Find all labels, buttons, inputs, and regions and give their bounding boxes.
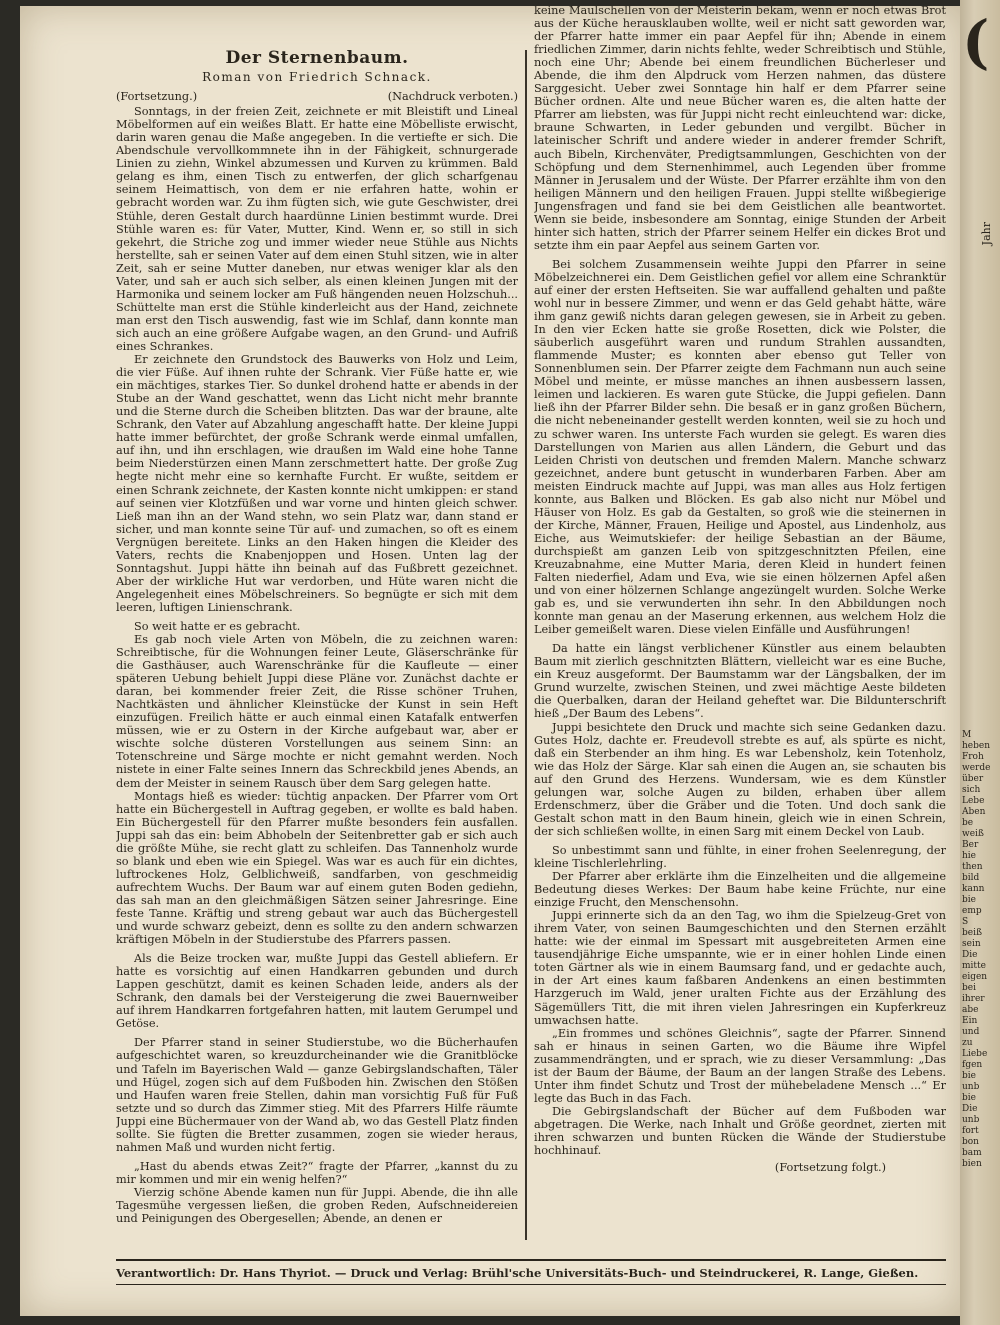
article-subtitle: Roman von Friedrich Schnack.: [202, 70, 432, 85]
edge-fragment-line: sich: [962, 785, 981, 795]
edge-fragment-line: abe: [962, 1005, 979, 1015]
edge-fragment-line: S: [962, 917, 969, 927]
edge-fragment-line: heben: [962, 741, 991, 751]
imprint-line: Verantwortlich: Dr. Hans Thyriot. — Druck und Verlag: Brühl'sche Universitäts-Buch- und Steindruckerei, R. Lange, Gießen.: [116, 1266, 919, 1280]
paragraph: Montags hieß es wieder: tüchtig anpacken. Der Pfarrer vom Ort hatte ein Büchergestell in Auftrag gegeben, er wollte es bald haben. Ein Büchergestell für den Pfarrer mußte besonders fein ausfallen. Juppi sah das ein: beim Abhobeln der Seitenbretter gab er sich auch die größte Mühe, sie recht glatt zu schleifen. Das Tannenholz wurde so blank und eben wie ein Spiegel. Was war es auch für ein dichtes, luftrockenes Holz, Gelblichweiß, sandfarben, von geschmeidig aufrechtem Wuchs. Der Baum war auf einem guten Boden gediehn, das sah man an den gleichmäßigen Sätzen seiner Jahresringe. Eine feste Tanne. Kräftig und streng gebaut war auch das Büchergestell und wurde schwarz gebeizt, denn es sollte zu den andern schwarzen kräftigen Möbeln in der Studierstube des Pfarrers passen.: [116, 789, 518, 947]
edge-fragment-line: be: [962, 818, 974, 828]
paragraph: Er zeichnete den Grundstock des Bauwerks von Holz und Leim, die vier Füße. Auf ihnen ruhte der Schrank. Vier Füße hatte er, wie ein mächtiges, starkes Tier. So dunkel drohend hatte er abends in der Stube an der Wand geschattet, wenn das Licht nicht mehr brannte und die Sterne durch die Scheiben blitzten. Das war der braune, alte Schrank, den Vater auf Abzahlung angeschafft hatte. Der kleine Juppi hatte immer befürchtet, der große Schrank werde einmal umfallen, auf ihn, und ihn erschlagen, wie draußen im Wald eine hohe Tanne beim Niederstürzen einen Mann zerschmettert hatte. Der große Zug hegte nicht mehr eine so kernhafte Furcht. Er wußte, seitdem er einen Schrank zeichnete, der Kasten konnte nicht umkippen: er stand auf seinen vier Klotzfüßen und war vorne und hinten gleich schwer. Ließ man ihn an der Wand stehn, wo sein Platz war, dann stand er sicher, und man konnte seine Tür auf- und zumachen, so oft es einem Vergnügen bereitete. Links an den Haken hingen die Kleider des Vaters, rechts die Knabenjoppen und Hosen. Unten lag der Sonntagshut. Juppi hätte ihn beinah auf das Fußbrett gezeichnet. Aber der wirkliche Hut war verdorben, und Hüte waren nicht die Angelegenheit eines Möbelschreiners. So begnügte er sich mit dem leeren, luftigen Linienschrank.: [116, 353, 518, 614]
edge-fragment-line: unb: [962, 1115, 980, 1125]
paragraph: Es gab noch viele Arten von Möbeln, die zu zeichnen waren: Schreibtische, für die Wohnungen feiner Leute, Gläserschränke für die Gasthäuser, auch Warenschränke für die Kaufleute — einer späteren Uebung behielt Juppi diese Pläne vor. Zunächst dachte er daran, bei kommender freier Zeit, die Risse schöner Truhen, Nachtkästen und ähnlicher Kleinstücke der Kunst in sein Heft einzufügen. Freilich hätte er auch einmal einen Katafalk entwerfen müssen, wie er zu Ostern in der Kirche aufgebaut war, aber er wischte solche düsteren Vorstellungen aus seinem Sinn: an Totenschreine und Särge mochte er nicht gemahnt werden. Noch nistete in einer Falte seines Innern das Schreckbild jenes Abends, an dem der Meister in seinem Rausch über dem Sarg gelegen hatte.: [116, 633, 518, 790]
edge-fragment-line: fgen: [962, 1060, 983, 1070]
edge-fragment-line: emp: [962, 906, 982, 916]
edge-fragment-line: M: [962, 730, 972, 740]
adjacent-page-masthead-letter: (: [962, 8, 990, 76]
edge-fragment-line: Liebe: [962, 1049, 988, 1059]
paragraph: Vierzig schöne Abende kamen nun für Juppi. Abende, die ihn alle Tagesmühe vergessen ließen, die groben Reden, Aufschneidereien und Peinigungen des Obergesellen; Abende, an denen er: [116, 1185, 518, 1226]
edge-fragment-line: bam: [962, 1148, 982, 1158]
paragraph: So weit hatte er es gebracht.: [134, 619, 301, 633]
edge-fragment-line: über: [962, 774, 984, 784]
edge-fragment-line: weiß: [962, 829, 984, 839]
paragraph: „Hast du abends etwas Zeit?“ fragte der Pfarrer, „kannst du zu mir kommen und mir ein wenig helfen?“: [116, 1159, 518, 1186]
edge-fragment-line: bien: [962, 1159, 982, 1169]
paragraph: Bei solchem Zusammensein weihte Juppi den Pfarrer in seine Möbelzeichnerei ein. Dem Geistlichen gefiel vor allem eine Schranktür auf einer der ersten Heftseiten. Sie war auffallend gehalten und paßte wohl nur in bessere Zimmer, und wenn er das Geld gehabt hätte, wäre ihm ganz gewiß nichts daran gelegen gewesen, sie in Arbeit zu geben. In den vier Ecken hatte sie große Rosetten, dick wie Polster, die säuberlich ausgeführt waren und rundum Strahlen aussandten, flammende Muster; es konnten aber ebenso gut Teller von Sonnenblumen sein. Der Pfarrer zeigte dem Fachmann nun auch seine Möbel und meinte, er müsse manches an ihnen ausbessern lassen, leimen und lackieren. Es waren gute Stücke, die Juppi gefielen. Dann ließ ihn der Pfarrer Bilder sehn. Die besaß er in ganz großen Büchern, die nicht nebeneinander gestellt werden konnten, weil sie zu hoch und zu schwer waren. Ins unterste Fach wurden sie gelegt. Es waren dies Darstellungen von Marien aus allen Ländern, die Geburt und das Leiden Christi von deutschen und fremden Malern. Manche schwarz gezeichnet, andere bunt getuscht in wunderbaren Farben. Aber am meisten Eindruck machte auf Juppi, was man alles aus Holz fertigen konnte, aus Balken und Blöcken. Es gab also nicht nur Möbel und Häuser von Holz. Es gab da Gestalten, so groß wie die steinernen in der Kirche, Männer, Frauen, Heilige und Apostel, aus Lindenholz, aus Eiche, aus Weimutskiefer: der heilige Sebastian an der Bäume, durchspießt am ganzen Leib von spitzgeschnitzten Pfeilen, eine Kreuzabnahme, eine Mutter Maria, deren Kleid in hundert feinen Falten niederfiel, Adam und Eva, wie sie einen hölzernen Apfel aßen und von einer hölzernen Schlange angezüngelt wurden. Solche Werke gab es, und sie verwunderten ihn sehr. In den Abbildungen noch konnte man genau an der Maserung erkennen, aus welchem Holz die Leiber gemeißelt waren. Diese vielen Einfälle und Ausführungen!: [534, 257, 946, 637]
edge-fragment-line: bild: [962, 873, 980, 883]
edge-fragment-line: Die: [962, 950, 978, 960]
continued-label: (Fortsetzung.): [116, 90, 198, 104]
left-column: [116, 44, 518, 1234]
edge-fragment-line: bie: [962, 1093, 976, 1103]
edge-fragment-line: then: [962, 862, 983, 872]
paragraph: Der Pfarrer stand in seiner Studierstube, wo die Bücherhaufen aufgeschichtet waren, so kreuzdurcheinander wie die Granitblöcke und Tafeln im Bayerischen Wald — ganze Gebirgslandschaften, Täler und Hügel, zogen sich auf dem Fußboden hin. Zwischen den Stößen und Haufen waren freie Stellen, dahin man vorsichtig Fuß für Fuß setzte und so durch das Zimmer stieg. Mit des Pfarrers Hilfe räumte Juppi eine Büchermauer von der Wand ab, wo das Gestell Platz finden sollte. Sie fügten die Bretter zusammen, zogen sie wieder heraus, nahmen Maß und wurden nicht fertig.: [116, 1036, 518, 1154]
edge-fragment-line: bie: [962, 895, 976, 905]
footer-rule: [116, 1259, 946, 1261]
edge-fragment-line: bei: [962, 983, 976, 993]
paragraph: „Ein frommes und schönes Gleichnis“, sagte der Pfarrer. Sinnend sah er hinaus in seinen Garten, wo die Bäume ihre Wipfel zusammendrängten, und er sprach, wie zu dieser Versammlung: „Das ist der Baum der Bäume, der Baum an der langen Straße des Lebens. Unter ihm findet Schutz und Trost der mühebeladene Mensch ...“ Er legte das Buch in das Fach.: [534, 1026, 946, 1105]
edge-fragment-line: sein: [962, 939, 981, 949]
to-be-continued: (Fortsetzung folgt.): [774, 1161, 886, 1175]
footer-rule: [116, 1284, 946, 1285]
article-title: Der Sternenbaum.: [225, 48, 409, 68]
paragraph: Die Gebirgslandschaft der Bücher auf dem Fußboden war abgetragen. Die Werke, nach Inhalt und Größe geordnet, zierten mit ihren schwarzen und bunten Rücken die Wände der Studierstube hochhinauf.: [534, 1104, 946, 1158]
reprint-notice: (Nachdruck verboten.): [387, 90, 518, 104]
edge-fragment-line: Ber: [962, 840, 979, 850]
newspaper-page: [20, 6, 960, 1316]
paragraph: So unbestimmt sann und fühlte, in einer frohen Seelenregung, der kleine Tischlerlehrling.: [534, 843, 946, 870]
edge-fragment-line: Die: [962, 1104, 978, 1114]
edge-fragment-line: Ein: [962, 1016, 978, 1026]
edge-fragment-line: zu: [962, 1038, 973, 1048]
edge-fragment-line: beiß: [962, 928, 982, 938]
paragraph: Sonntags, in der freien Zeit, zeichnete er mit Bleistift und Lineal Möbelformen auf ein weißes Blatt. Er hatte eine Möbelliste erwischt, darin waren genau die Maße angegeben. In die vertiefte er sich. Die Abendschule vervollkommnete ihn in der Fähigkeit, schnurgerade Linien zu ziehn, Winkel abzumessen und Kurven zu krümmen. Bald gelang es ihm, einen Tisch zu entwerfen, der glich scharfgenau seinem Heimattisch, von dem er nie erfahren hatte, wohin er gebracht worden war. Zu ihm fügten sich, wie gute Geschwister, drei Stühle, deren Gestalt durch haardünne Linien bestimmt wurde. Drei Stühle waren es: für Vater, Mutter, Kind. Wenn er, so still in sich gekehrt, die Striche zog und immer wieder neue Stühle aus Nichts herstellte, sah er seinen Vater auf dem einen Stuhl sitzen, wie in alter Zeit, sah er seine Mutter daneben, nur etwas weniger klar als den Vater, und sah er auch sich selber, als einen kleinen Jungen mit der Harmonika und seinem locker am Fuß hängenden neuen Holzschuh... Schüttelte man erst die Stühle kinderleicht aus der Hand, zeichnete man erst den Tisch auswendig, fast wie im Schlaf, dann konnte man sich auch an eine größere Aufgabe wagen, an den Grund- und Aufriß eines Schrankes.: [116, 105, 518, 353]
edge-fragment-line: fort: [962, 1126, 979, 1136]
article-meta: [116, 90, 518, 103]
edge-fragment-line: hie: [962, 851, 977, 861]
edge-fragment-line: kann: [962, 884, 985, 894]
right-column: [534, 6, 946, 1236]
adjacent-page-fragment: Jahr: [980, 222, 993, 246]
edge-fragment-line: Froh: [962, 752, 984, 762]
edge-fragment-line: Lebe: [962, 796, 985, 806]
paragraph: Juppi erinnerte sich da an den Tag, wo ihm die Spielzeug-Gret von ihrem Vater, von seinen Baumgeschichten und den Sternen erzählt hatte: wie der einmal im Spessart mit ausgebreiteten Armen eine tausendjährige Eiche umspannte, wie er in einer hohlen Linde einen toten Gärtner als wie in einem Baumsarg fand, und er gedachte auch, in der Art eines kaum faßbaren Andenkens an einen bestimmten Harzgeruch im Wald, jener uralten Fichte aus der Erzählung des Sägemüllers Titt, die mit ihren vielen Jahresringen ein Kupferkreuz umwachsen hatte.: [534, 909, 946, 1027]
edge-fragment-line: bie: [962, 1071, 976, 1081]
edge-fragment-line: bon: [962, 1137, 979, 1147]
edge-fragment-line: unb: [962, 1082, 980, 1092]
edge-fragment-line: und: [962, 1027, 980, 1037]
edge-fragment-line: mitte: [962, 961, 986, 971]
edge-fragment-line: ihrer: [962, 994, 985, 1004]
paragraph: Da hatte ein längst verblichener Künstler aus einem belaubten Baum mit zierlich geschnitzten Blättern, vielleicht war es eine Buche, ein Kreuz ausgeformt. Der Baumstamm war der Längsbalken, der im Grund wurzelte, zwischen Steinen, und zwei mächtige Aeste bildeten die Querbalken, daran der Heiland geheftet war. Die Bildunterschrift hieß „Der Baum des Lebens“.: [534, 642, 946, 721]
edge-fragment-line: Aben: [962, 807, 986, 817]
paragraph: Der Pfarrer aber erklärte ihm die Einzelheiten und die allgemeine Bedeutung dieses Werkes: Der Baum habe keine Früchte, nur eine einzige Frucht, den Menschensohn.: [534, 870, 946, 910]
paragraph: Als die Beize trocken war, mußte Juppi das Gestell abliefern. Er hatte es vorsichtig auf einen Handkarren gebunden und durch Lappen geschützt, damit es keinen Schaden leide, anders als der Schrank, den damals bei der Versteigerung die zwei Bauernweiber auf ihrem Handkarren fortgefahren hatten, mit lautem Gerumpel und Getöse.: [116, 952, 518, 1031]
paragraph: keine Maulschellen von der Meisterin bekam, wenn er noch etwas Brot aus der Küche herausklauben wollte, weil er nicht satt geworden war, der Pfarrer hatte immer ein paar Aepfel für ihn; Abende in einem friedlichen Zimmer, darin nichts fehlte, weder Schreibtisch und Stühle, noch eine Uhr; Abende bei einem freundlichen Bücherleser und Abende, die ihm den Alpdruck vom Herzen nahmen, das düstere Sarggesicht. Ueber zwei Sonntage hin half er dem Pfarrer seine Bücher ordnen. Alte und neue Bücher waren es, die alten hatte der Pfarrer am liebsten, was für Juppi nicht recht einleuchtend war: dicke, braune Schwarten, in Leder gebunden und vergilbt. Bücher in lateinischer Schrift und andere wieder in anderer fremder Schrift, auch Bibeln, Kirchenväter, Predigtsammlungen, Geschichten von der Schöpfung und dem Sternenhimmel, auch Legenden über fromme Männer in Jerusalem und der Wüste. Der Pfarrer erzählte ihm von den heiligen Männern und den heiligen Frauen. Juppi stellte wißbegierige Jungensfragen und fand sie bei dem Geistlichen alle beantwortet. Wenn sie beide, insbesondere am Sonntag, einige Stunden der Arbeit hinter sich hatten, strich der Pfarrer seinem Helfer ein dickes Brot und setzte ihm ein paar Aepfel aus seinem Garten vor.: [534, 6, 946, 252]
edge-fragment-line: eigen: [962, 972, 988, 982]
paragraph: Juppi besichtete den Druck und machte sich seine Gedanken dazu. Gutes Holz, dachte er. Freudevoll strebte es auf, als spürte es nicht, daß ein Sterbender an ihm hing. Es war Lebensholz, kein Totenholz, wie das Holz der Särge. Klar sah einen die Augen an, sie schauten bis auf den Grund des Herzens. Wundersam, wie es dem Künstler gelungen war, solche Augen zu bilden, erhaben über allem Erdenschmerz, über die Gräber und die Toten. Und doch sank die Gestalt schon matt in den Baum hinein, gleich wie in einen Schrein, der sich schließen wollte, in einen Sarg mit einem Deckel von Laub.: [534, 720, 946, 838]
edge-fragment-line: werde: [962, 763, 991, 773]
column-rule: [525, 50, 527, 1240]
adjacent-page-text-fragments: [962, 730, 998, 1170]
